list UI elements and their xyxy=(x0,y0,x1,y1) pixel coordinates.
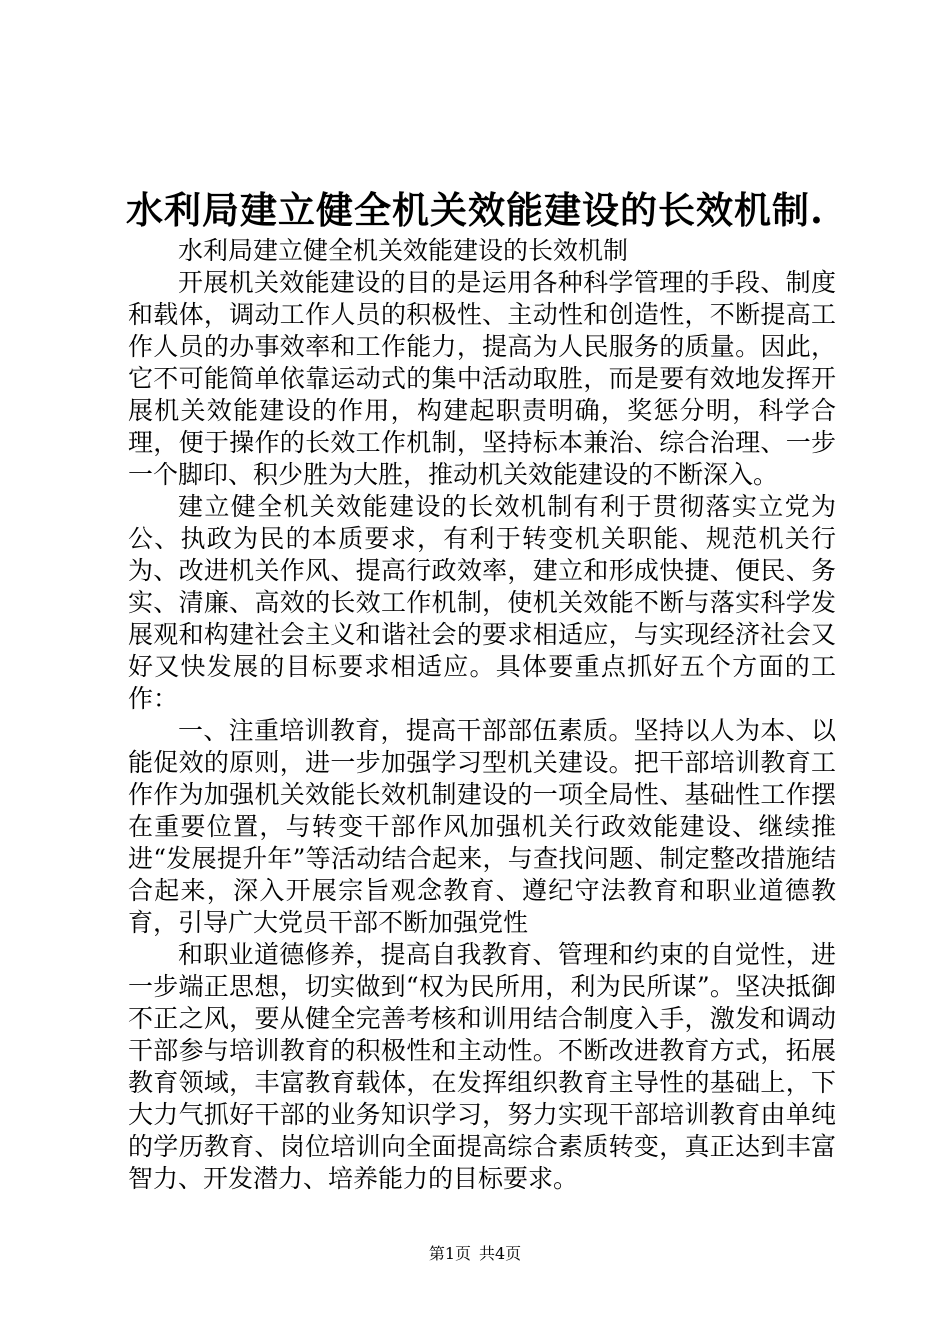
paragraph-point-one: 一、注重培训教育，提高干部部伍素质。坚持以人为本、以能促效的原则，进一步加强学习型机关建设。把干部培训教育工作作为加强机关效能长效机制建设的一项全局性、基础性工作摆在重要位置，与转变干部作风加强机关行政效能建设、继续推进“发展提升年”等活动结合起来，与查找问题、制定整改措施结合起来，深入开展宗旨观念教育、遵纪守法教育和职业道德教育，引导广大党员干部不断加强党性 xyxy=(128,716,836,937)
page-number: 第1页 xyxy=(428,1244,471,1263)
paragraph-intro: 开展机关效能建设的目的是运用各种科学管理的手段、制度和载体，调动工作人员的积极性、主动性和创造性，不断提高工作人员的办事效率和工作能力，提高为人民服务的质量。因此，它不可能简单依靠运动式的集中活动取胜，而是要有效地发挥开展机关效能建设的作用，构建起职责明确，奖惩分明，科学合理，便于操作的长效工作机制，坚持标本兼治、综合治理、一步一个脚印、积少胜为大胜，推动机关效能建设的不断深入。 xyxy=(128,268,836,489)
document-body xyxy=(128,235,836,1195)
document-title: 水利局建立健全机关效能建设的长效机制. xyxy=(126,188,824,232)
page-total: 共4页 xyxy=(479,1244,522,1263)
paragraph-subtitle: 水利局建立健全机关效能建设的长效机制 xyxy=(178,236,629,265)
paragraph-significance: 建立健全机关效能建设的长效机制有利于贯彻落实立党为公、执政为民的本质要求，有利于转变机关职能、规范机关行为、改进机关作风、提高行政效率，建立和形成快捷、便民、务实、清廉、高效的长效工作机制，使机关效能不断与落实科学发展观和构建社会主义和谐社会的要求相适应，与实现经济社会又好又快发展的目标要求相适应。具体要重点抓好五个方面的工作： xyxy=(128,492,836,713)
paragraph-point-one-continued: 和职业道德修养，提高自我教育、管理和约束的自觉性，进一步端正思想，切实做到“权为民所用，利为民所谋”。坚决抵御不正之风，要从健全完善考核和训用结合制度入手，激发和调动干部参与培训教育的积极性和主动性。不断改进教育方式，拓展教育领域，丰富教育载体，在发挥组织教育主导性的基础上，下大力气抓好干部的业务知识学习，努力实现干部培训教育由单纯的学历教育、岗位培训向全面提高综合素质转变，真正达到丰富智力、开发潜力、培养能力的目标要求。 xyxy=(128,940,836,1193)
page-footer xyxy=(0,1244,950,1264)
